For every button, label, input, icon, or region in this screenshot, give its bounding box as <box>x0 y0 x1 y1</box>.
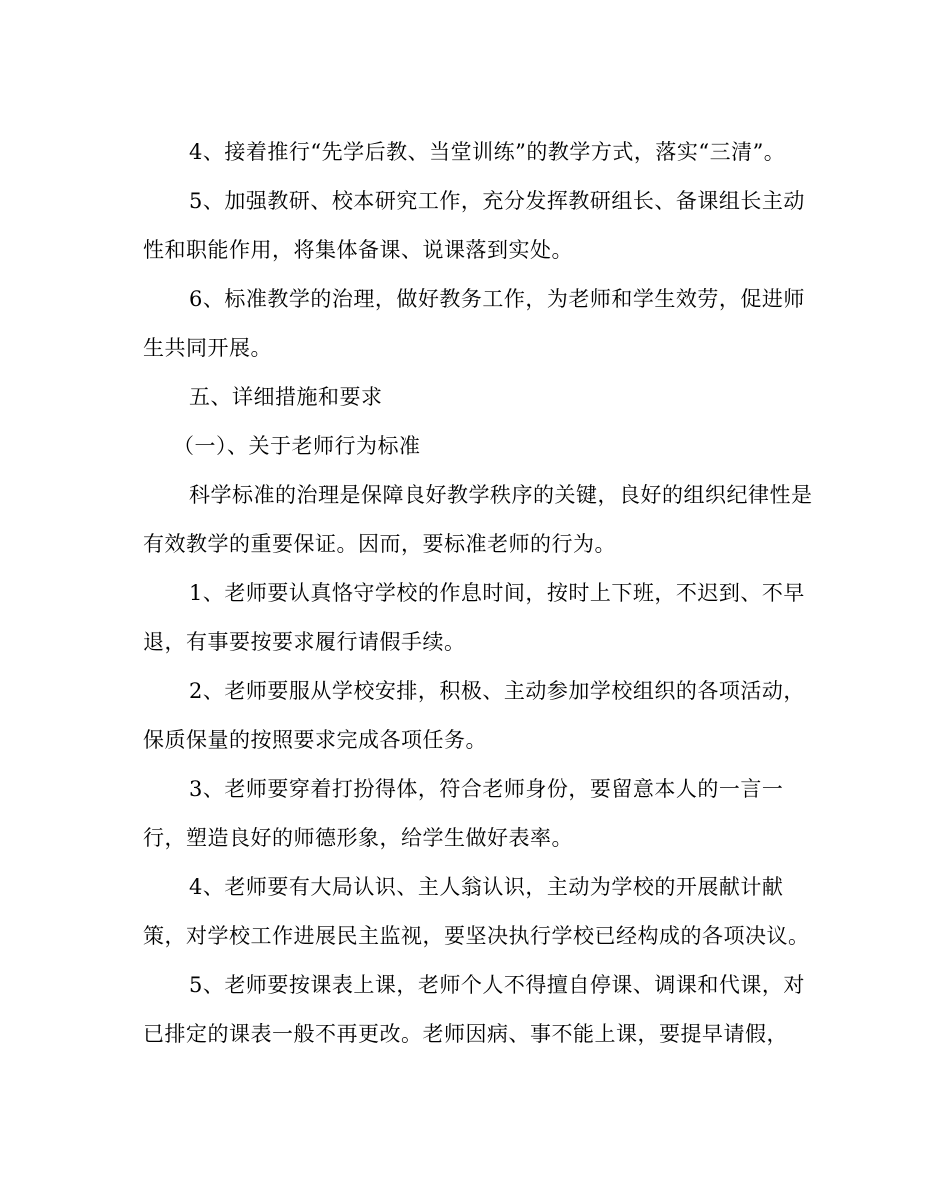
paragraph-rule-4: 4、老师要有大局认识、主人翁认识，主动为学校的开展献计献策，对学校工作进展民主监视，要坚决执行学校已经构成的各项决议。 <box>143 875 810 948</box>
paragraph-rule-2: 2、老师要服从学校安排，积极、主动参加学校组织的各项活动，保质保量的按照要求完成各项任务。 <box>143 679 805 752</box>
paragraph-teaching-research: 5、加强教研、校本研究工作，充分发挥教研组长、备课组长主动性和职能作用，将集体备课、说课落到实处。 <box>143 189 805 262</box>
paragraph-rule-3: 3、老师要穿着打扮得体，符合老师身份，要留意本人的一言一行，塑造良好的师德形象，给学生做好表率。 <box>143 777 784 850</box>
paragraph-teaching-method: 4、接着推行“先学后教、当堂训练”的教学方式，落实“三清”。 <box>189 140 786 164</box>
paragraph-management-intro: 科学标准的治理是保障良好教学秩序的关键，良好的组织纪律性是有效教学的重要保证。因而，要标准老师的行为。 <box>143 483 813 556</box>
paragraph-teaching-management: 6、标准教学的治理，做好教务工作，为老师和学生效劳，促进师生共同开展。 <box>143 287 805 360</box>
section-heading-measures: 五、详细措施和要求 <box>189 385 383 409</box>
paragraph-rule-5: 5、老师要按课表上课，老师个人不得擅自停课、调课和代课，对已排定的课表一般不再更改。老师因病、事不能上课，要提早请假， <box>143 973 805 1046</box>
subsection-heading-teacher-conduct: （一）、关于老师行为标准 <box>173 434 421 458</box>
document-body <box>143 128 813 1059</box>
paragraph-rule-1: 1、老师要认真恪守学校的作息时间，按时上下班，不迟到、不早退，有事要按要求履行请假手续。 <box>143 581 805 654</box>
